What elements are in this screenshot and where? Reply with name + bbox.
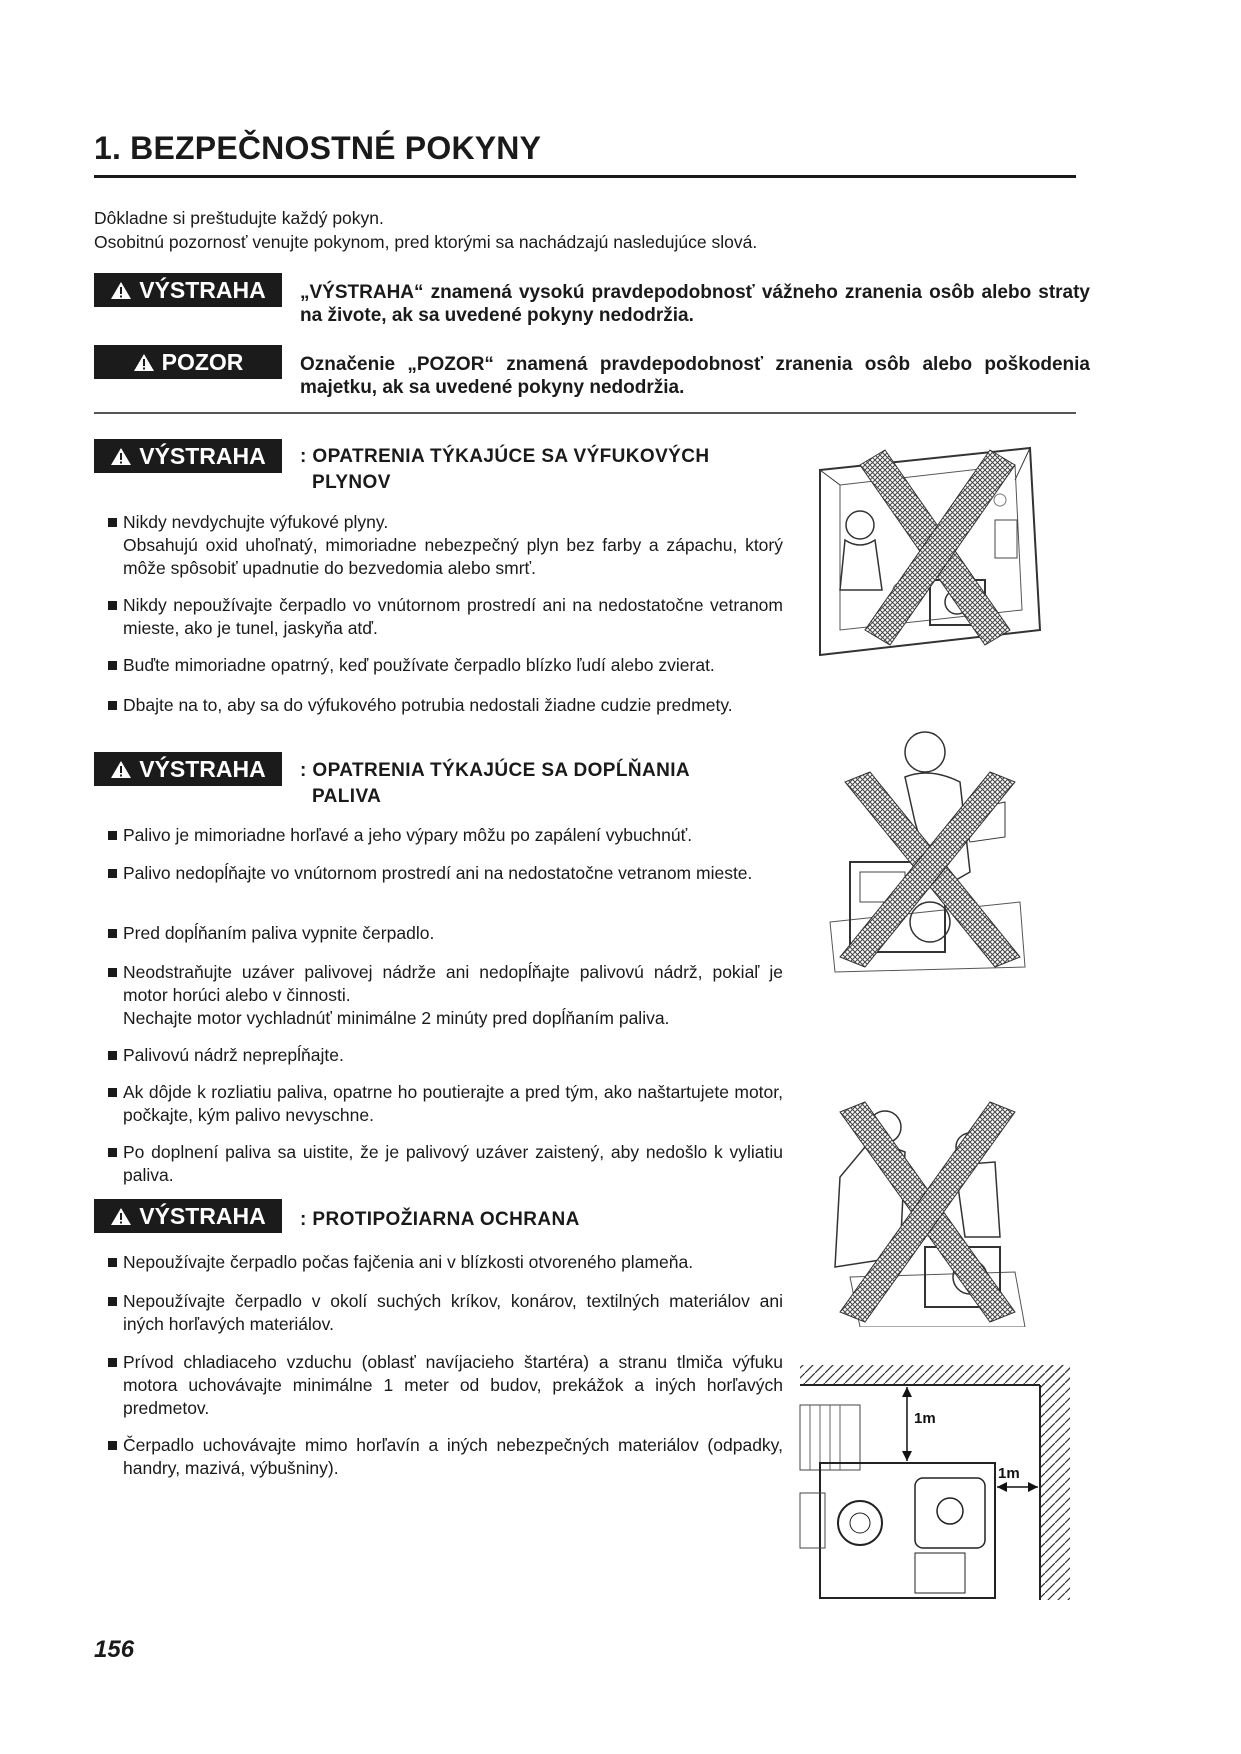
page-number: 156: [94, 1636, 135, 1663]
list-item-text: Palivo je mimoriadne horľavé a jeho výpary môžu po zapálení vybuchnúť.: [123, 825, 693, 845]
list-item: [108, 1044, 783, 1067]
title-rule: [94, 175, 1076, 178]
intro-line-2: Osobitnú pozornosť venujte pokynom, pred ktorými sa nachádzajú nasledujúce slová.: [94, 232, 758, 252]
list-item-text: Palivovú nádrž neprepĺňajte.: [123, 1045, 344, 1065]
list-item-text: Pred dopĺňaním paliva vypnite čerpadlo.: [123, 923, 435, 943]
section-exhaust-label: [94, 439, 282, 473]
list-item: [108, 922, 783, 945]
list-item: [108, 862, 783, 885]
page-title: 1. BEZPEČNOSTNÉ POKYNY: [94, 130, 542, 166]
section-exhaust-heading-line-1: : OPATRENIA TÝKAJÚCE SA VÝFUKOVÝCH: [300, 446, 710, 467]
list-item-text: Po doplnení paliva sa uistite, že je palivový uzáver zaistený, aby nedošlo k vyliatiu paliva.: [123, 1142, 783, 1185]
list-item: [108, 594, 783, 640]
indoor-exhaust-illustration: [790, 440, 1070, 665]
list-item-text: Čerpadlo uchovávajte mimo horľavín a iných nebezpečných materiálov (odpadky, handry, mazivá, výbušniny).: [123, 1435, 783, 1478]
warning-triangle-icon: [110, 760, 132, 779]
caution-definition: Označenie „POZOR“ znamená pravdepodobnosť zranenia osôb alebo poškodenia majetku, ak sa uvedené pokyny nedodržia.: [300, 354, 1090, 398]
section-fire-label: [94, 1199, 282, 1233]
list-item-text: Nikdy nepoužívajte čerpadlo vo vnútornom prostredí ani na nedostatočne vetranom mieste, ako je tunel, jaskyňa atď.: [123, 595, 783, 638]
definitions-rule: [94, 412, 1076, 414]
list-item-text: Nechajte motor vychladnúť minimálne 2 minúty pred dopĺňaním paliva.: [123, 1008, 670, 1028]
section-fire-heading-line-1: : PROTIPOŽIARNA OCHRANA: [300, 1209, 580, 1230]
list-item-text: Neodstraňujte uzáver palivovej nádrže ani nedopĺňajte palivovú nádrž, pokiaľ je motor horúci alebo v činnosti.: [123, 962, 783, 1005]
list-item: [108, 1351, 783, 1420]
section-exhaust-label-text: VÝSTRAHA: [139, 443, 266, 469]
intro-line-1: Dôkladne si preštudujte každý pokyn.: [94, 208, 384, 228]
clearance-diagram: [795, 1363, 1075, 1603]
list-item: [108, 961, 783, 1030]
section-fuel-heading: [300, 758, 770, 810]
list-item: [108, 1290, 783, 1336]
warning-label: [94, 273, 282, 307]
list-item: [108, 1081, 783, 1127]
section-exhaust-heading-line-2: PLYNOV: [312, 472, 391, 493]
section-fire-label-text: VÝSTRAHA: [139, 1203, 266, 1229]
section-fire-heading: [300, 1207, 770, 1233]
list-item-text: Obsahujú oxid uhoľnatý, mimoriadne nebezpečný plyn bez farby a zápachu, ktorý môže spôsobiť upadnutie do bezvedomia alebo smrť.: [123, 535, 783, 578]
list-item-text: Dbajte na to, aby sa do výfukového potrubia nedostali žiadne cudzie predmety.: [123, 695, 733, 715]
section-fuel-heading-line-2: PALIVA: [312, 786, 382, 807]
warning-triangle-icon: [110, 447, 132, 466]
list-item: [108, 511, 783, 580]
list-item-text: Ak dôjde k rozliatiu paliva, opatrne ho poutierajte a pred tým, ako naštartujete motor, počkajte, kým palivo nevyschne.: [123, 1082, 783, 1125]
caution-label: [94, 345, 282, 379]
list-item-text: Buďte mimoriadne opatrný, keď používate čerpadlo blízko ľudí alebo zvierat.: [123, 655, 715, 675]
side-clearance-label: 1m: [998, 1465, 1020, 1482]
section-fuel-label: [94, 752, 282, 786]
smoking-illustration: [820, 1097, 1030, 1327]
section-fuel-label-text: VÝSTRAHA: [139, 756, 266, 782]
warning-triangle-icon: [133, 353, 155, 372]
list-item-text: Palivo nedopĺňajte vo vnútornom prostredí ani na nedostatočne vetranom mieste.: [123, 863, 753, 883]
list-item: [108, 694, 783, 717]
list-item: [108, 654, 783, 677]
warning-triangle-icon: [110, 281, 132, 300]
refuel-illustration: [820, 722, 1035, 982]
list-item-text: Nepoužívajte čerpadlo počas fajčenia ani v blízkosti otvoreného plameňa.: [123, 1252, 694, 1272]
list-item-text: Prívod chladiaceho vzduchu (oblasť navíjacieho štartéra) a stranu tlmiča výfuku motora uchovávajte minimálne 1 meter od budov, prekážok a iných horľavých predmetov.: [123, 1352, 783, 1418]
caution-label-text: POZOR: [161, 349, 244, 375]
warning-definition: „VÝSTRAHA“ znamená vysokú pravdepodobnosť vážneho zranenia osôb alebo straty na živote, ak sa uvedené pokyny nedodržia.: [300, 282, 1090, 326]
list-item: [108, 824, 783, 847]
warning-triangle-icon: [110, 1207, 132, 1226]
list-item: [108, 1251, 783, 1274]
top-clearance-label: 1m: [914, 1410, 936, 1427]
section-exhaust-heading: [300, 444, 770, 496]
list-item-text: Nepoužívajte čerpadlo v okolí suchých kríkov, konárov, textilných materiálov ani iných horľavých materiálov.: [123, 1291, 783, 1334]
list-item: [108, 1434, 783, 1480]
warning-label-text: VÝSTRAHA: [139, 277, 266, 303]
section-fuel-heading-line-1: : OPATRENIA TÝKAJÚCE SA DOPĹŇANIA: [300, 760, 691, 781]
list-item: [108, 1141, 783, 1187]
list-item-text: Nikdy nevdychujte výfukové plyny.: [123, 512, 389, 532]
